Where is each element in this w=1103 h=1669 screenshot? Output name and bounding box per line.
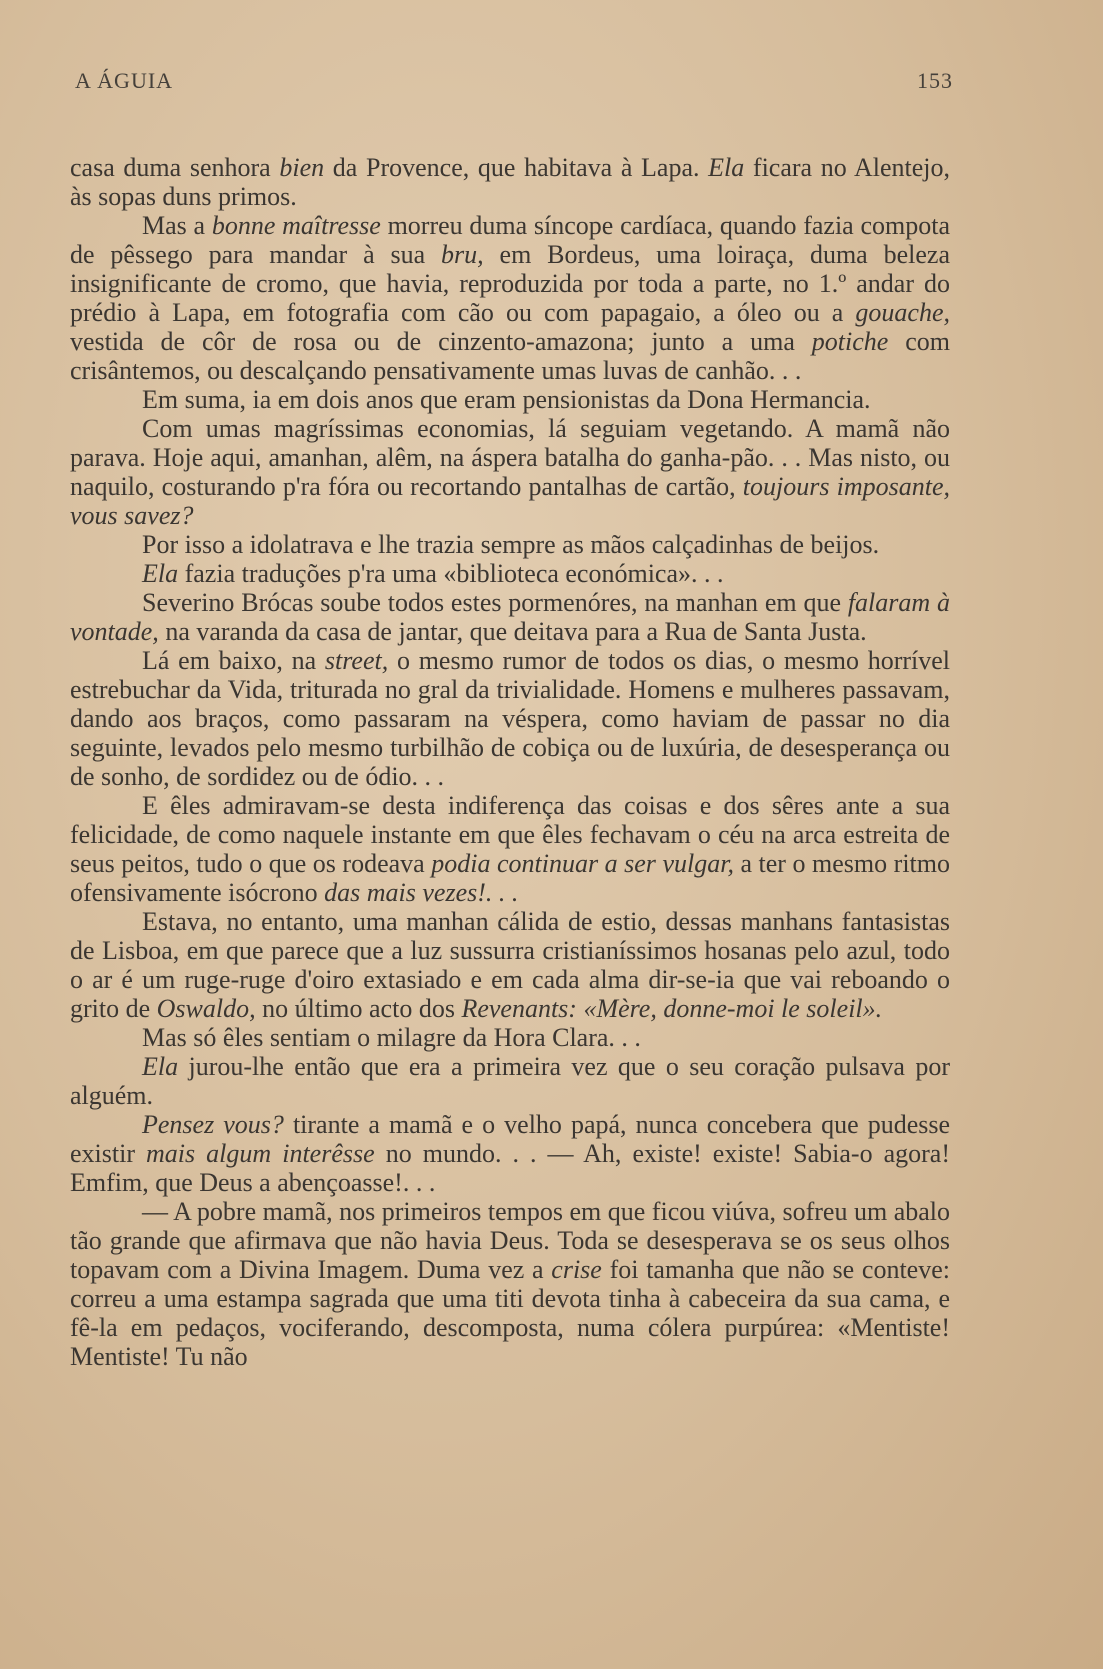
italic-run: Ela xyxy=(708,153,745,182)
text-run: casa duma senhora xyxy=(70,153,280,182)
text-run: E êles admiravam-se desta indiferença das coisas e dos sêres ante a sua felicidade, de como naquele instante em que êles fechavam o céu na arca estreita de seus peitos, tudo o que os rodeava xyxy=(70,791,950,878)
italic-run: Pensez vous? xyxy=(142,1110,284,1139)
paragraph xyxy=(70,385,950,414)
text-run: Lá em baixo, na xyxy=(142,646,325,675)
text-run: o mesmo rumor de todos os dias, o mesmo horrível estrebuchar da Vida, triturada no gral da trivialidade. Homens e mulheres passavam, dando aos braços, como passaram na véspera, como haviam de passar no dia seguinte, levados pelo mesmo turbilhão de cobiça ou de luxúria, de desesperança ou de sonho, de sordidez ou de ódio. . . xyxy=(70,646,950,791)
text-run: Em suma, ia em dois anos que eram pensionistas da Dona Hermancia. xyxy=(142,385,871,414)
italic-run: toujours imposante, vous savez? xyxy=(70,472,950,530)
italic-run: das mais vezes!. . . xyxy=(324,878,519,907)
italic-run: gouache, xyxy=(855,298,950,327)
paragraph xyxy=(70,1110,950,1197)
text-run: Mas a xyxy=(142,211,212,240)
text-run: no último acto dos xyxy=(255,994,462,1023)
text-run: ficara no Alentejo, às sopas duns primos. xyxy=(70,153,951,211)
text-run: morreu duma síncope cardíaca, quando fazia compota de pêssego para mandar à sua xyxy=(70,211,951,269)
paragraph xyxy=(70,211,950,385)
paragraph xyxy=(70,1023,950,1052)
text-run: foi tamanha que não se conteve: correu a uma estampa sagrada que uma titi devota tinha à cabeceira da sua cama, e fê-la em pedaços, vociferando, descomposta, numa cólera purpúrea: «Mentiste! Mentiste! Tu não xyxy=(70,1255,950,1371)
paragraph xyxy=(70,153,950,211)
italic-run: mais algum interêsse xyxy=(146,1139,375,1168)
text-run: da Provence, que habitava à Lapa. xyxy=(324,153,709,182)
paragraph xyxy=(70,907,950,1023)
text-run: vestida de côr de rosa ou de cinzento-amazona; junto a uma xyxy=(70,327,812,356)
paragraph xyxy=(70,530,950,559)
italic-run: Oswaldo, xyxy=(156,994,256,1023)
italic-run: crise xyxy=(551,1255,602,1284)
italic-run: Ela xyxy=(142,1052,179,1081)
paragraph xyxy=(70,588,950,646)
italic-run: Revenants: «Mère, donne-moi le soleil». xyxy=(461,994,883,1023)
text-run: com crisântemos, ou descalçando pensativamente umas luvas de canhão. . . xyxy=(70,327,950,385)
italic-run: street, xyxy=(324,646,389,675)
page-number: 153 xyxy=(917,68,953,93)
text-run: Severino Brócas soube todos estes pormenóres, na manhan em que xyxy=(142,588,848,617)
paragraph xyxy=(70,414,950,530)
italic-run: Ela xyxy=(142,559,179,588)
paragraph xyxy=(70,559,950,588)
italic-run: potiche xyxy=(811,327,889,356)
body-text xyxy=(70,153,950,1371)
paragraph xyxy=(70,1052,950,1110)
text-run: em Bordeus, uma loiraça, duma beleza insignificante de cromo, que havia, reproduzida por toda a parte, no 1.º andar do prédio à Lapa, em fotografia com cão ou com papagaio, a óleo ou a xyxy=(70,240,950,327)
italic-run: podia continuar a ser vulgar, xyxy=(431,849,734,878)
text-run: — A pobre mamã, nos primeiros tempos em que ficou viúva, sofreu um abalo tão grande que afirmava que não havia Deus. Toda se desesperava se os seus olhos topavam com a Divina Imagem. Duma vez a xyxy=(70,1197,950,1284)
paragraph xyxy=(70,646,950,791)
italic-run: bonne maîtresse xyxy=(211,211,381,240)
running-header xyxy=(75,68,953,94)
text-run: na varanda da casa de jantar, que deitava para a Rua de Santa Justa. xyxy=(158,617,867,646)
text-run: tirante a mamã e o velho papá, nunca concebera que pudesse existir xyxy=(70,1110,951,1168)
text-run: Mas só êles sentiam o milagre da Hora Clara. . . xyxy=(142,1023,641,1052)
italic-run: bru, xyxy=(441,240,484,269)
text-run: fazia traduções p'ra uma «biblioteca económica». . . xyxy=(178,559,724,588)
text-run: jurou-lhe então que era a primeira vez que o seu coração pulsava por alguém. xyxy=(70,1052,950,1110)
paragraph xyxy=(70,791,950,907)
text-run: no mundo. . . — Ah, existe! existe! Sabia-o agora! Emfim, que Deus a abençoasse!. . . xyxy=(70,1139,950,1197)
italic-run: falaram à vontade, xyxy=(70,588,950,646)
text-run: Por isso a idolatrava e lhe trazia sempre as mãos calçadinhas de beijos. xyxy=(142,530,880,559)
paragraph xyxy=(70,1197,950,1371)
text-run: Estava, no entanto, uma manhan cálida de estio, dessas manhans fantasistas de Lisboa, em que parece que a luz sussurra cristianíssimos hosanas pelo azul, todo o ar é um ruge-ruge d'oiro extasiado e em cada alma dir-se-ia que vai reboando o grito de xyxy=(70,907,950,1023)
running-title: A ÁGUIA xyxy=(75,68,174,93)
text-run: Com umas magríssimas economias, lá seguiam vegetando. A mamã não parava. Hoje aqui, amanhan, alêm, na áspera batalha do ganha-pão. . . Mas nisto, ou naquilo, costurando p'ra fóra ou recortando pantalhas de cartão, xyxy=(70,414,950,501)
text-run: a ter o mesmo ritmo ofensivamente isócrono xyxy=(70,849,950,907)
italic-run: bien xyxy=(279,153,325,182)
